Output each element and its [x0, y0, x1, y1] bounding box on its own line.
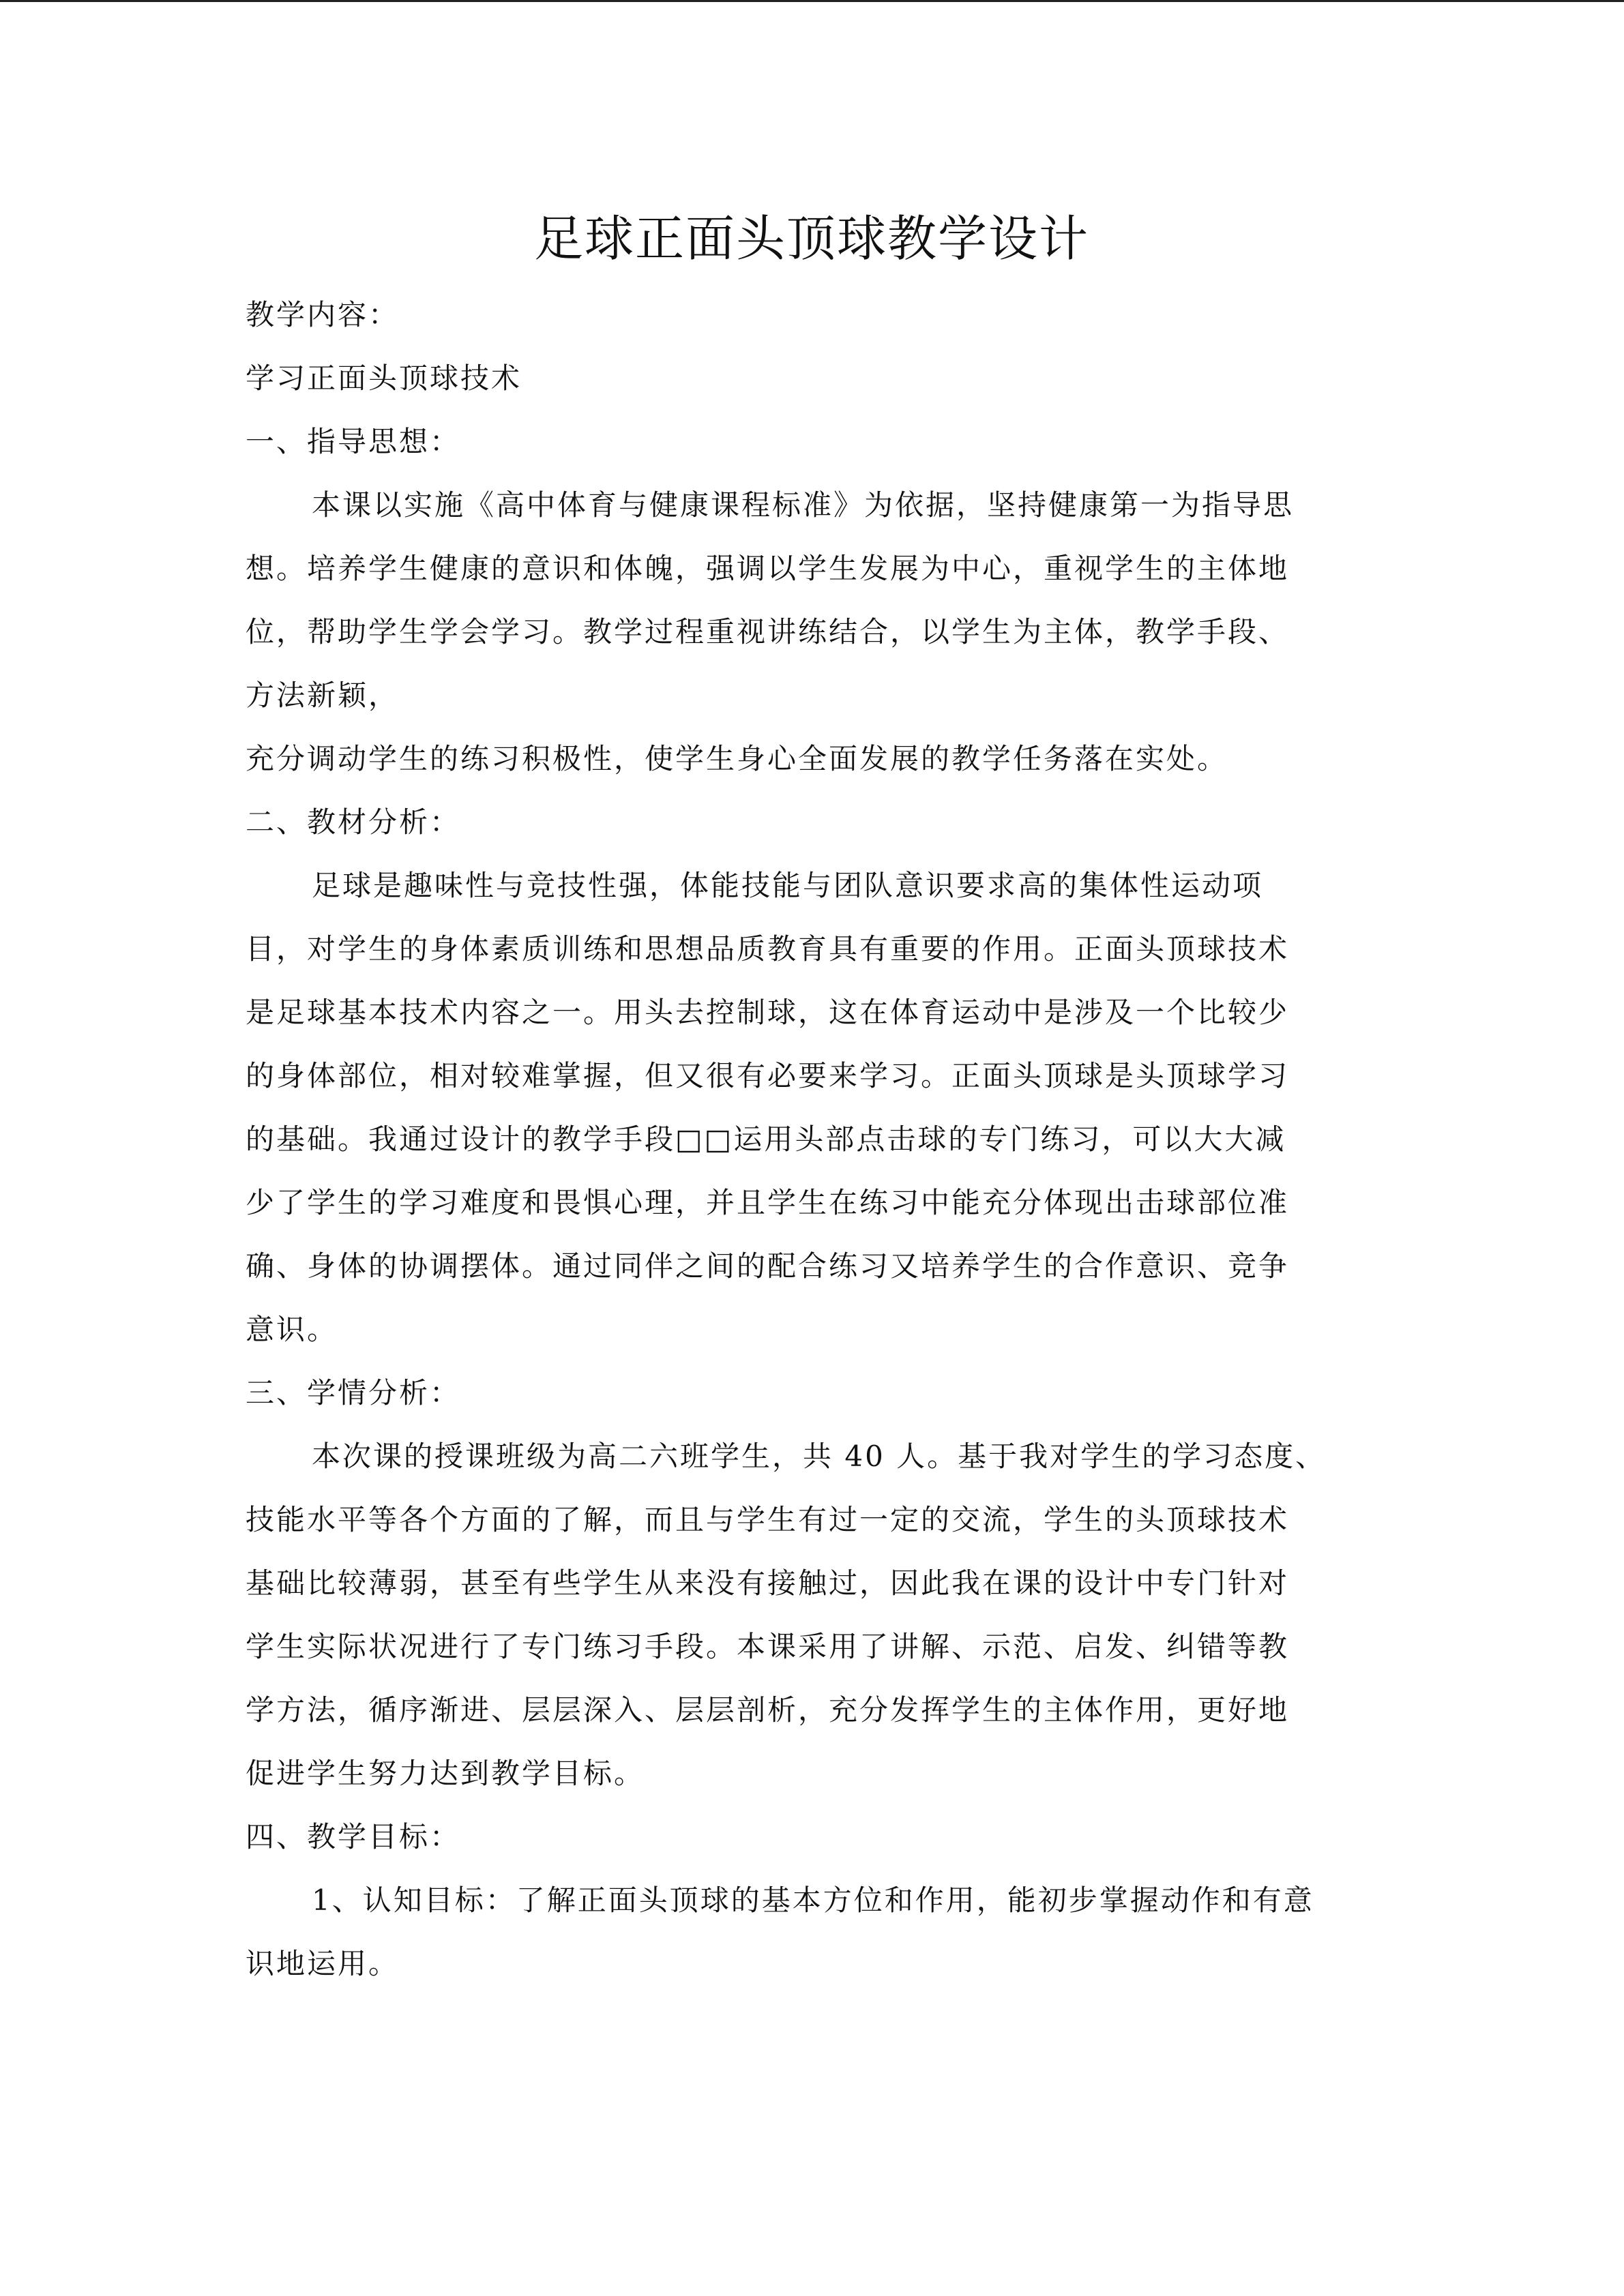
text-line: 技能水平等各个方面的了解，而且与学生有过一定的交流，学生的头顶球技术: [246, 1503, 1290, 1536]
top-border-rule: [0, 0, 1624, 2]
text-line: 本课以实施《高中体育与健康课程标准》为依据，坚持健康第一为指导思: [312, 488, 1295, 522]
text-line: 促进学生努力达到教学目标。: [246, 1757, 645, 1790]
text-line: 一、指导思想：: [246, 425, 461, 458]
text-line: 学生实际状况进行了专门练习手段。本课采用了讲解、示范、启发、纠错等教: [246, 1630, 1290, 1663]
text-line: 意识。: [246, 1313, 338, 1346]
document-body: [246, 283, 1378, 1995]
text-line: 是足球基本技术内容之一。用头去控制球，这在体育运动中是涉及一个比较少: [246, 996, 1290, 1029]
text-line: 充分调动学生的练习积极性，使学生身心全面发展的教学任务落在实处。: [246, 742, 1228, 775]
text-line: 1、认知目标：了解正面头顶球的基本方位和作用，能初步掌握动作和有意: [312, 1883, 1314, 1917]
text-line: 足球是趣味性与竞技性强，体能技能与团队意识要求高的集体性运动项: [312, 869, 1264, 902]
text-line: 二、教材分析：: [246, 805, 461, 839]
text-line: 确、身体的协调摆体。通过同伴之间的配合练习又培养学生的合作意识、竞争: [246, 1249, 1290, 1283]
text-line: 位，帮助学生学会学习。教学过程重视讲练结合，以学生为主体，教学手段、: [246, 615, 1290, 648]
text-line: 目，对学生的身体素质训练和思想品质教育具有重要的作用。正面头顶球技术: [246, 932, 1290, 966]
text-line: 本次课的授课班级为高二六班学生，共 40 人。基于我对学生的学习态度、: [312, 1440, 1327, 1473]
text-line: 的身体部位，相对较难掌握，但又很有必要来学习。正面头顶球是头顶球学习: [246, 1059, 1290, 1092]
text-line: 想。培养学生健康的意识和体魄，强调以学生发展为中心，重视学生的主体地: [246, 552, 1290, 585]
document-page: [246, 194, 1378, 1995]
text-line: 教学内容：: [246, 298, 400, 331]
text-line: 基础比较薄弱，甚至有些学生从来没有接触过，因此我在课的设计中专门针对: [246, 1566, 1290, 1600]
text-line: 的基础。我通过设计的教学手段□□运用头部点击球的专门练习，可以大大减: [246, 1122, 1286, 1156]
text-line: 少了学生的学习难度和畏惧心理，并且学生在练习中能充分体现出击球部位准: [246, 1186, 1290, 1219]
text-line: 学习正面头顶球技术: [246, 361, 522, 395]
text-line: 三、学情分析：: [246, 1376, 461, 1410]
document-title: 足球正面头顶球教学设计: [533, 210, 1089, 267]
text-line: 学方法，循序渐进、层层深入、层层剖析，充分发挥学生的主体作用，更好地: [246, 1693, 1290, 1727]
text-line: 四、教学目标：: [246, 1820, 461, 1853]
text-line: 识地运用。: [246, 1947, 400, 1980]
text-line: 方法新颖，: [246, 679, 400, 712]
